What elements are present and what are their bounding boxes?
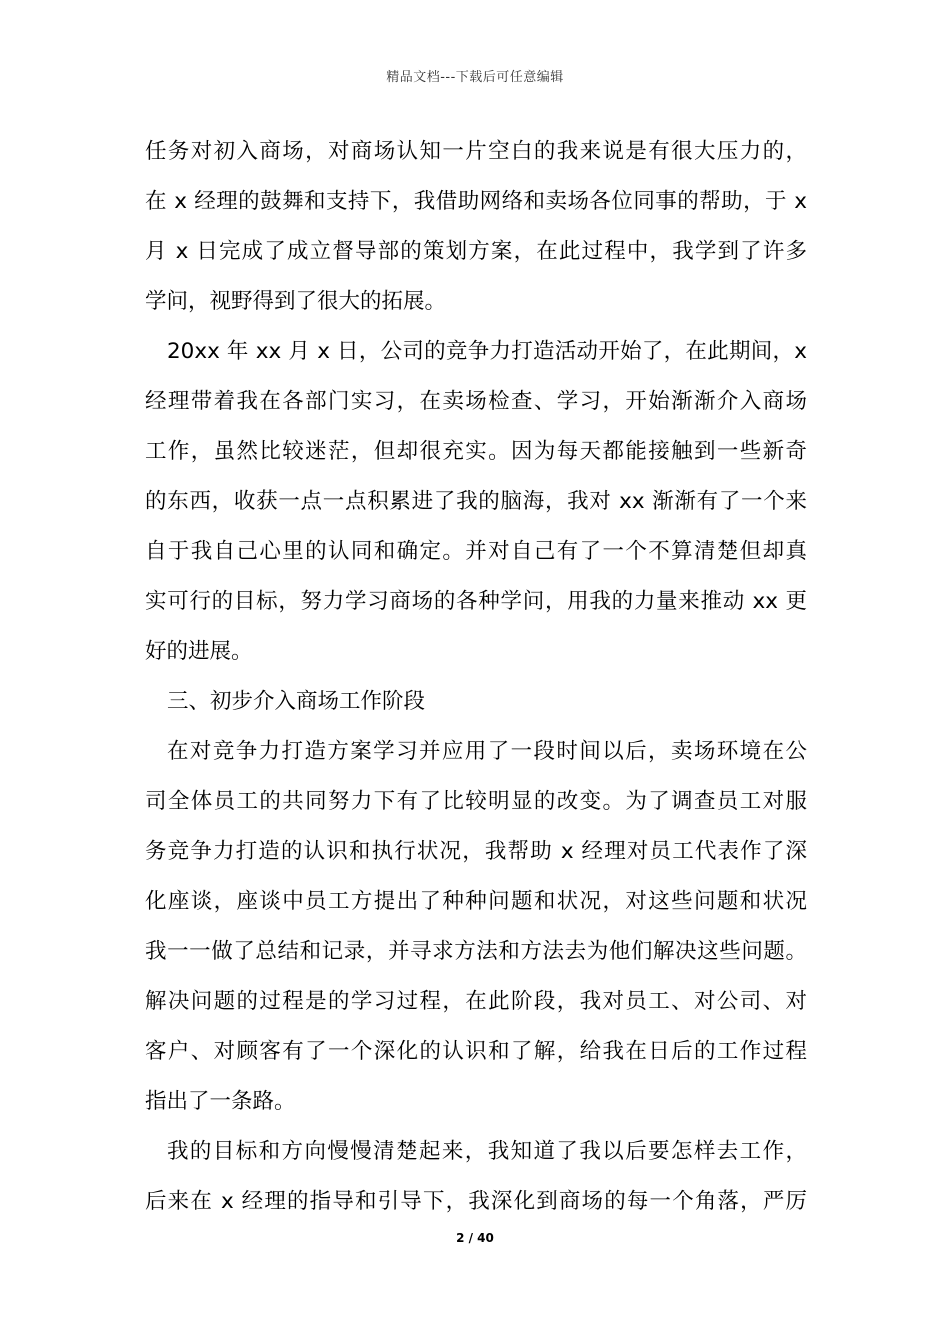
text-line: 司全体员工的共同努力下有了比较明显的改变。为了调查员工对服 [145, 789, 807, 814]
text-line: 的东西，收获一点一点积累进了我的脑海，我对 xx 渐渐有了一个来 [145, 489, 807, 514]
text-line: 在对竞争力打造方案学习并应用了一段时间以后，卖场环境在公 [167, 739, 807, 764]
text-line: 我的目标和方向慢慢清楚起来，我知道了我以后要怎样去工作， [167, 1139, 807, 1164]
text-line: 客户、对顾客有了一个深化的认识和了解，给我在日后的工作过程 [145, 1039, 807, 1064]
text-line: 后来在 x 经理的指导和引导下，我深化到商场的每一个角落，严厉 [145, 1189, 807, 1214]
text-line: 好的进展。 [145, 639, 253, 664]
text-line: 工作，虽然比较迷茫，但却很充实。因为每天都能接触到一些新奇 [145, 439, 807, 464]
text-line: 经理带着我在各部门实习，在卖场检查、学习，开始渐渐介入商场 [145, 389, 807, 414]
text-line: 任务对初入商场，对商场认知一片空白的我来说是有很大压力的， [145, 139, 807, 164]
document-body [145, 127, 807, 1227]
text-line: 解决问题的过程是的学习过程，在此阶段，我对员工、对公司、对 [145, 989, 807, 1014]
text-line: 学问，视野得到了很大的拓展。 [145, 289, 447, 314]
page-number: 2 / 40 [456, 1231, 494, 1245]
text-line: 务竞争力打造的认识和执行状况，我帮助 x 经理对员工代表作了深 [145, 839, 807, 864]
section-heading: 三、初步介入商场工作阶段 [167, 689, 426, 714]
text-line: 我一一做了总结和记录，并寻求方法和方法去为他们解决这些问题。 [145, 939, 807, 964]
text-line: 20xx 年 xx 月 x 日，公司的竞争力打造活动开始了，在此期间，x [167, 339, 807, 364]
text-line: 在 x 经理的鼓舞和支持下，我借助网络和卖场各位同事的帮助，于 x [145, 189, 807, 214]
text-line: 自于我自己心里的认同和确定。并对自己有了一个不算清楚但却真 [145, 539, 807, 564]
text-line: 指出了一条路。 [145, 1089, 296, 1114]
text-line: 实可行的目标，努力学习商场的各种学问，用我的力量来推动 xx 更 [145, 589, 807, 614]
page-header: 精品文档---下载后可任意编辑 [386, 70, 564, 85]
text-line: 月 x 日完成了成立督导部的策划方案，在此过程中，我学到了许多 [145, 239, 807, 264]
text-line: 化座谈，座谈中员工方提出了种种问题和状况，对这些问题和状况 [145, 889, 807, 914]
